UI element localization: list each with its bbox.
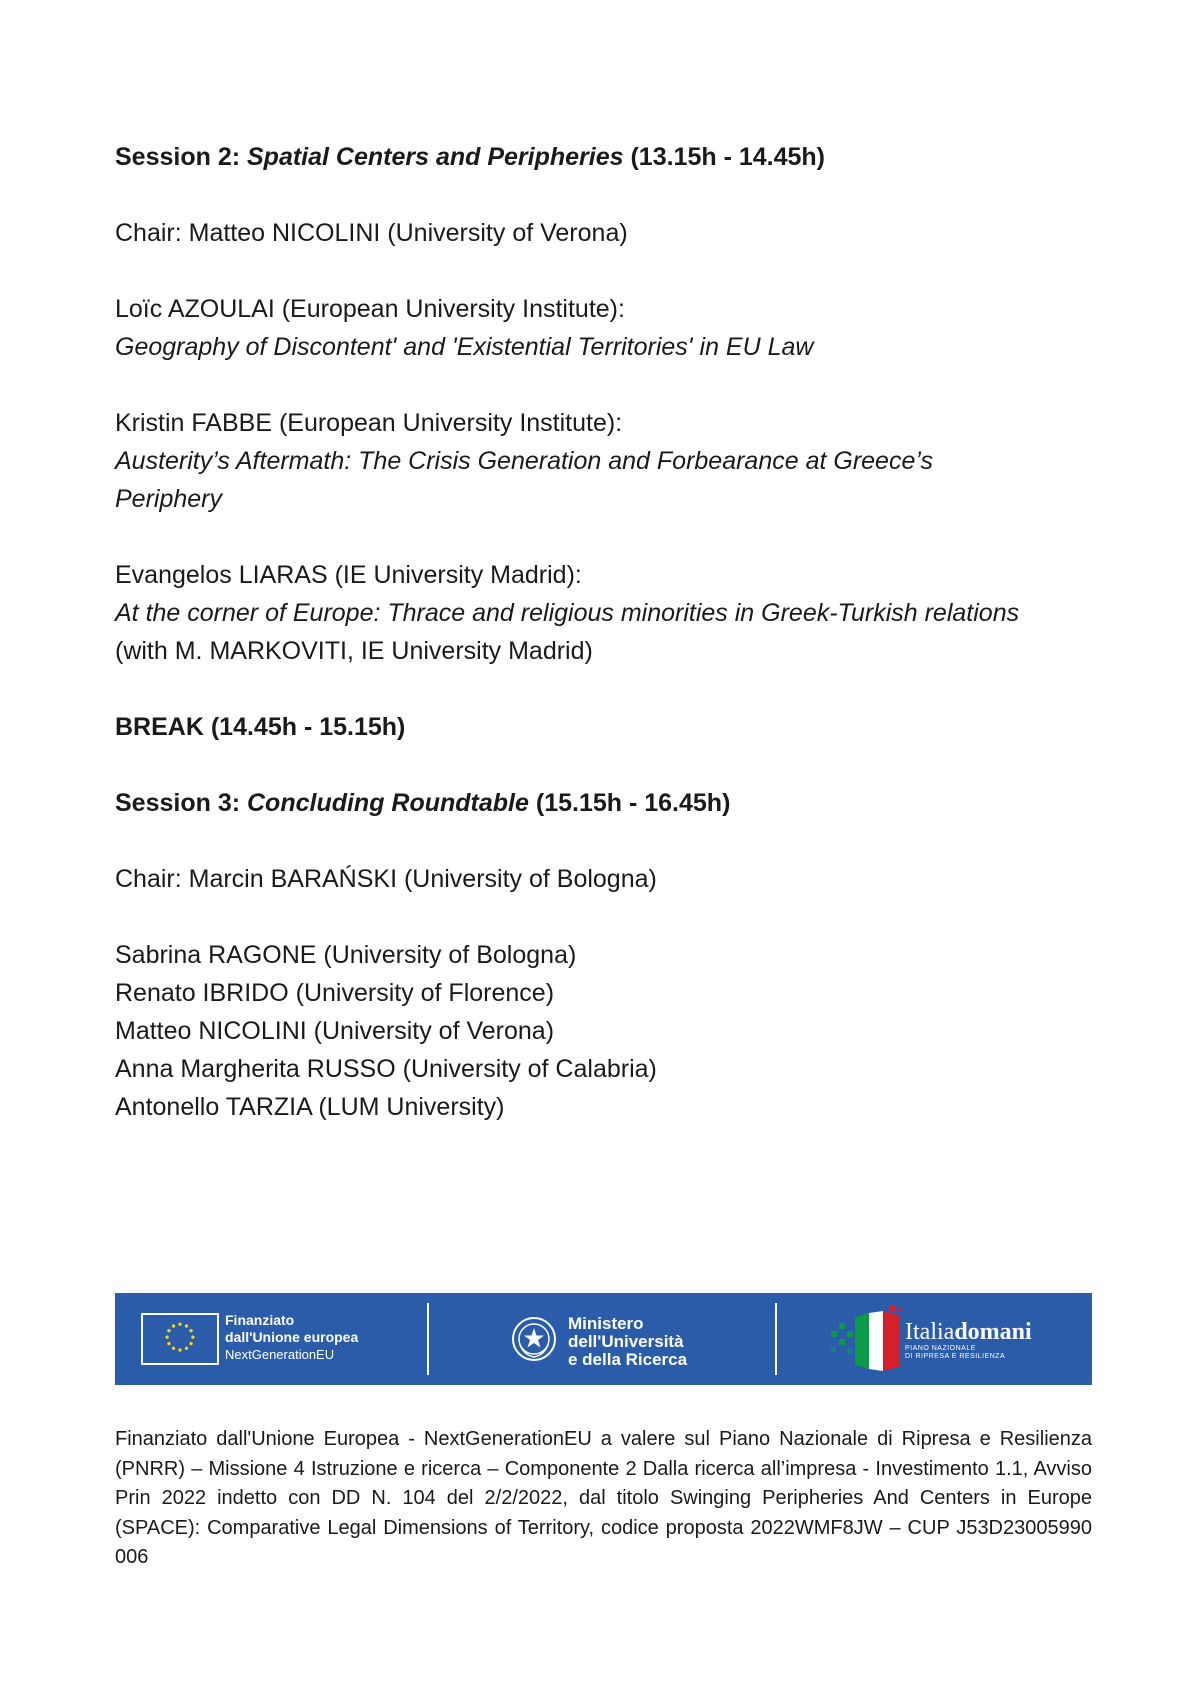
italiadomani-logo: Italiadomani PIANO NAZIONALE DI RIPRESA E RESILIENZA (905, 1319, 1032, 1360)
talk-speaker: Evangelos LIARAS (IE University Madrid): (115, 561, 582, 589)
break-heading: BREAK (14.45h - 15.15h) (115, 713, 406, 741)
talk-title-continued: Periphery (115, 485, 222, 513)
talk-title: Austerity’s Aftermath: The Crisis Generation and Forbearance at Greece’s (115, 447, 933, 475)
participant: Antonello TARZIA (LUM University) (115, 1093, 505, 1121)
program-content (115, 138, 1095, 1126)
ministry-label: Ministero dell'Università e della Ricerca (568, 1314, 688, 1369)
talk-speaker: Kristin FABBE (European University Institute): (115, 409, 623, 437)
session-2-title: Spatial Centers and Peripheries (247, 143, 624, 171)
session-2-heading: Session 2: Spatial Centers and Peripheries (13.15h - 14.45h) (115, 143, 826, 171)
session-3-chair: Chair: Marcin BARAŃSKI (University of Bologna) (115, 865, 657, 893)
italiadomani-flag-icon (827, 1303, 905, 1373)
talk-title: At the corner of Europe: Thrace and religious minorities in Greek-Turkish relations (115, 599, 1020, 627)
talk-speaker: Loïc AZOULAI (European University Institute): (115, 295, 625, 323)
funding-banner (115, 1293, 1092, 1385)
eu-flag-icon (141, 1313, 219, 1365)
italian-republic-emblem-icon (510, 1315, 558, 1363)
funding-disclaimer: Finanziato dall'Unione Europea - NextGenerationEU a valere sul Piano Nazionale di Ripresa e Resilienza (PNRR) – Missione 4 Istruzione e ricerca – Componente 2 Dalla ricerca all’impresa - Investimento 1.1, Avviso Prin 2022 indetto con DD N. 104 del 2/2/2022, dal titolo Swinging Peripheries And Centers in Europe (SPACE): Comparative Legal Dimensions of Territory, codice proposta 2022WMF8JW – CUP J53D23005990 006 (115, 1428, 1092, 1568)
session-3-title: Concluding Roundtable (247, 789, 529, 817)
participant: Sabrina RAGONE (University of Bologna) (115, 941, 577, 969)
participant: Matteo NICOLINI (University of Verona) (115, 1017, 555, 1045)
talk-title: Geography of Discontent' and 'Existential Territories' in EU Law (115, 333, 814, 361)
banner-divider (427, 1303, 429, 1375)
session-2-chair: Chair: Matteo NICOLINI (University of Verona) (115, 219, 628, 247)
banner-divider (775, 1303, 777, 1375)
session-3-heading: Session 3: Concluding Roundtable (15.15h - 16.45h) (115, 789, 731, 817)
participant: Renato IBRIDO (University of Florence) (115, 979, 555, 1007)
eu-funding-label: Finanziato dall'Unione europea NextGenerationEU (225, 1312, 359, 1362)
participant: Anna Margherita RUSSO (University of Calabria) (115, 1055, 657, 1083)
talk-coauthor: (with M. MARKOVITI, IE University Madrid) (115, 637, 593, 665)
